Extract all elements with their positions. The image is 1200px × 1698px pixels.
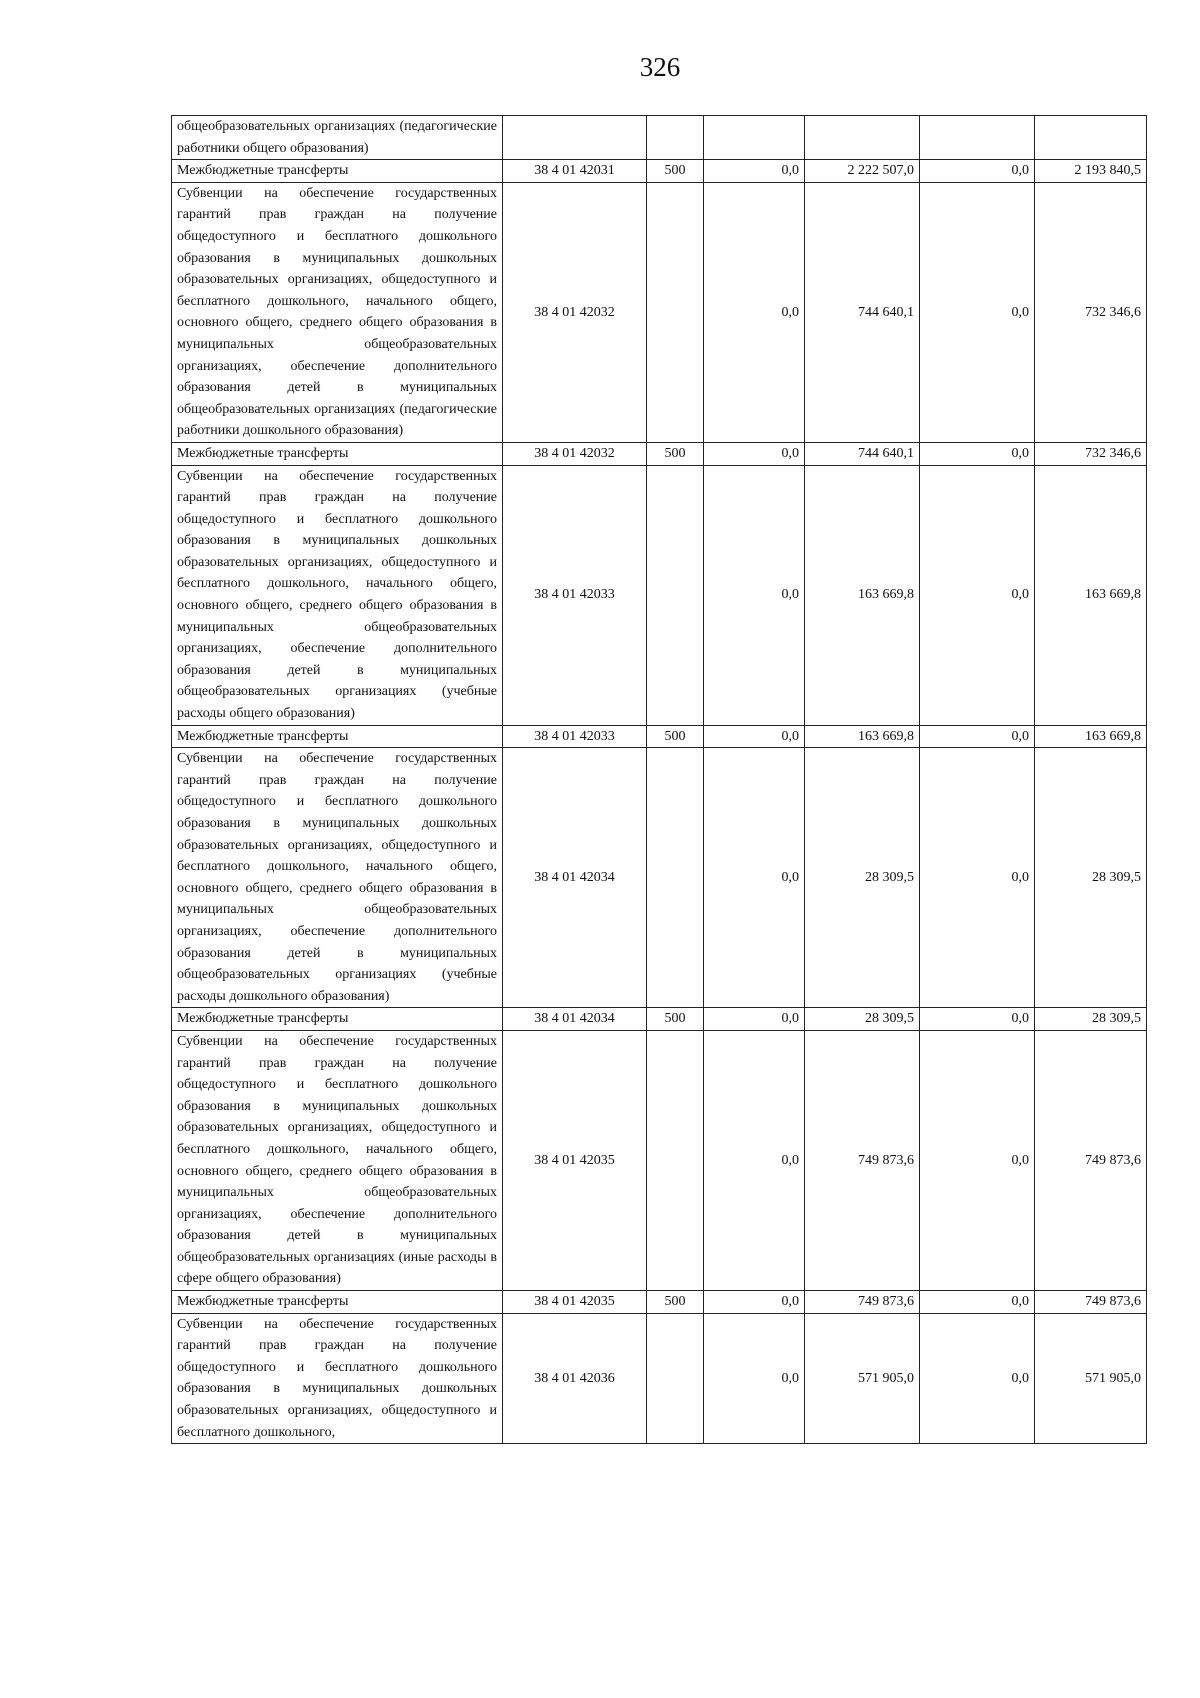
- row-name: Субвенции на обеспечение государственных гарантий прав граждан на получение общедоступного и бесплатного дошкольного образования в муниципальных дошкольных образовательных организациях, общедоступного и бесплатного дошкольного, начального общего, основного общего, среднего общего образования в муниципальных общеобразовательных организациях, обеспечение дополнительного образования детей в муниципальных общеобразовательных организациях (учебные расходы дошкольного образования): [172, 748, 503, 1008]
- row-name: Субвенции на обеспечение государственных гарантий прав граждан на получение общедоступного и бесплатного дошкольного образования в муниципальных дошкольных образовательных организациях, общедоступного и бесплатного дошкольного, начального общего, основного общего, среднего общего образования в муниципальных общеобразовательных организациях, обеспечение дополнительного образования детей в муниципальных общеобразовательных организациях (иные расходы в сфере общего образования): [172, 1030, 503, 1290]
- row-code: 38 4 01 42036: [503, 1313, 647, 1444]
- table-row: [172, 182, 1147, 442]
- table-row: [172, 1313, 1147, 1444]
- table-row: [172, 748, 1147, 1008]
- row-name: Межбюджетные трансферты: [172, 442, 503, 465]
- row-code: [503, 116, 647, 160]
- row-expense-type: 500: [647, 1008, 704, 1031]
- row-code: 38 4 01 42033: [503, 725, 647, 748]
- table-row: [172, 1030, 1147, 1290]
- row-value-1: 0,0: [704, 748, 805, 1008]
- row-value-1: 0,0: [704, 725, 805, 748]
- row-code: 38 4 01 42035: [503, 1030, 647, 1290]
- table-row: [172, 1008, 1147, 1031]
- row-value-1: 0,0: [704, 1291, 805, 1314]
- table-body: [172, 116, 1147, 1444]
- row-name: Субвенции на обеспечение государственных гарантий прав граждан на получение общедоступного и бесплатного дошкольного образования в муниципальных дошкольных образовательных организациях, общедоступного и бесплатного дошкольного,: [172, 1313, 503, 1444]
- row-value-4: 28 309,5: [1035, 1008, 1147, 1031]
- row-value-2: 163 669,8: [805, 465, 920, 725]
- page-number: 326: [639, 52, 681, 82]
- row-value-3: 0,0: [920, 160, 1035, 183]
- row-code: 38 4 01 42033: [503, 465, 647, 725]
- row-name: Субвенции на обеспечение государственных гарантий прав граждан на получение общедоступного и бесплатного дошкольного образования в муниципальных дошкольных образовательных организациях, общедоступного и бесплатного дошкольного, начального общего, основного общего, среднего общего образования в муниципальных общеобразовательных организациях, обеспечение дополнительного образования детей в муниципальных общеобразовательных организациях (учебные расходы общего образования): [172, 465, 503, 725]
- row-name: Субвенции на обеспечение государственных гарантий прав граждан на получение общедоступного и бесплатного дошкольного образования в муниципальных дошкольных образовательных организациях, общедоступного и бесплатного дошкольного, начального общего, основного общего, среднего общего образования в муниципальных общеобразовательных организациях, обеспечение дополнительного образования детей в муниципальных общеобразовательных организациях (педагогические работники дошкольного образования): [172, 182, 503, 442]
- row-value-3: 0,0: [920, 748, 1035, 1008]
- row-value-4: 732 346,6: [1035, 442, 1147, 465]
- row-name: Межбюджетные трансферты: [172, 725, 503, 748]
- row-value-1: 0,0: [704, 182, 805, 442]
- row-value-4: 163 669,8: [1035, 465, 1147, 725]
- row-value-3: 0,0: [920, 442, 1035, 465]
- row-value-2: 744 640,1: [805, 442, 920, 465]
- row-value-1: 0,0: [704, 1008, 805, 1031]
- row-value-3: 0,0: [920, 1291, 1035, 1314]
- table-row: [172, 442, 1147, 465]
- row-expense-type: 500: [647, 1291, 704, 1314]
- row-name: Межбюджетные трансферты: [172, 1008, 503, 1031]
- row-value-2: 163 669,8: [805, 725, 920, 748]
- row-value-2: 571 905,0: [805, 1313, 920, 1444]
- row-value-1: [704, 116, 805, 160]
- row-code: 38 4 01 42035: [503, 1291, 647, 1314]
- row-value-2: [805, 116, 920, 160]
- row-name: Межбюджетные трансферты: [172, 160, 503, 183]
- row-value-4: 732 346,6: [1035, 182, 1147, 442]
- row-value-3: 0,0: [920, 1008, 1035, 1031]
- table-row: [172, 1291, 1147, 1314]
- row-name: общеобразовательных организациях (педагогические работники общего образования): [172, 116, 503, 160]
- row-value-1: 0,0: [704, 465, 805, 725]
- row-value-3: 0,0: [920, 1313, 1035, 1444]
- row-value-4: 2 193 840,5: [1035, 160, 1147, 183]
- row-value-4: 571 905,0: [1035, 1313, 1147, 1444]
- row-expense-type: [647, 465, 704, 725]
- budget-table: [171, 115, 1147, 1444]
- table-row: [172, 116, 1147, 160]
- row-code: 38 4 01 42032: [503, 442, 647, 465]
- row-value-2: 744 640,1: [805, 182, 920, 442]
- row-expense-type: 500: [647, 442, 704, 465]
- row-expense-type: [647, 116, 704, 160]
- row-value-1: 0,0: [704, 1030, 805, 1290]
- row-value-3: 0,0: [920, 182, 1035, 442]
- row-expense-type: [647, 748, 704, 1008]
- row-value-4: 28 309,5: [1035, 748, 1147, 1008]
- row-expense-type: 500: [647, 160, 704, 183]
- table-row: [172, 725, 1147, 748]
- row-code: 38 4 01 42032: [503, 182, 647, 442]
- row-value-2: 28 309,5: [805, 748, 920, 1008]
- row-name: Межбюджетные трансферты: [172, 1291, 503, 1314]
- row-value-1: 0,0: [704, 442, 805, 465]
- row-expense-type: [647, 1030, 704, 1290]
- row-expense-type: [647, 1313, 704, 1444]
- row-value-3: 0,0: [920, 725, 1035, 748]
- row-value-2: 749 873,6: [805, 1030, 920, 1290]
- row-value-4: 749 873,6: [1035, 1030, 1147, 1290]
- row-value-2: 2 222 507,0: [805, 160, 920, 183]
- row-value-3: 0,0: [920, 465, 1035, 725]
- table-row: [172, 160, 1147, 183]
- row-expense-type: [647, 182, 704, 442]
- row-value-3: [920, 116, 1035, 160]
- row-value-1: 0,0: [704, 1313, 805, 1444]
- table-row: [172, 465, 1147, 725]
- row-value-4: 163 669,8: [1035, 725, 1147, 748]
- row-value-4: [1035, 116, 1147, 160]
- row-code: 38 4 01 42034: [503, 748, 647, 1008]
- row-code: 38 4 01 42034: [503, 1008, 647, 1031]
- row-value-2: 749 873,6: [805, 1291, 920, 1314]
- row-code: 38 4 01 42031: [503, 160, 647, 183]
- row-value-4: 749 873,6: [1035, 1291, 1147, 1314]
- row-expense-type: 500: [647, 725, 704, 748]
- row-value-1: 0,0: [704, 160, 805, 183]
- row-value-2: 28 309,5: [805, 1008, 920, 1031]
- row-value-3: 0,0: [920, 1030, 1035, 1290]
